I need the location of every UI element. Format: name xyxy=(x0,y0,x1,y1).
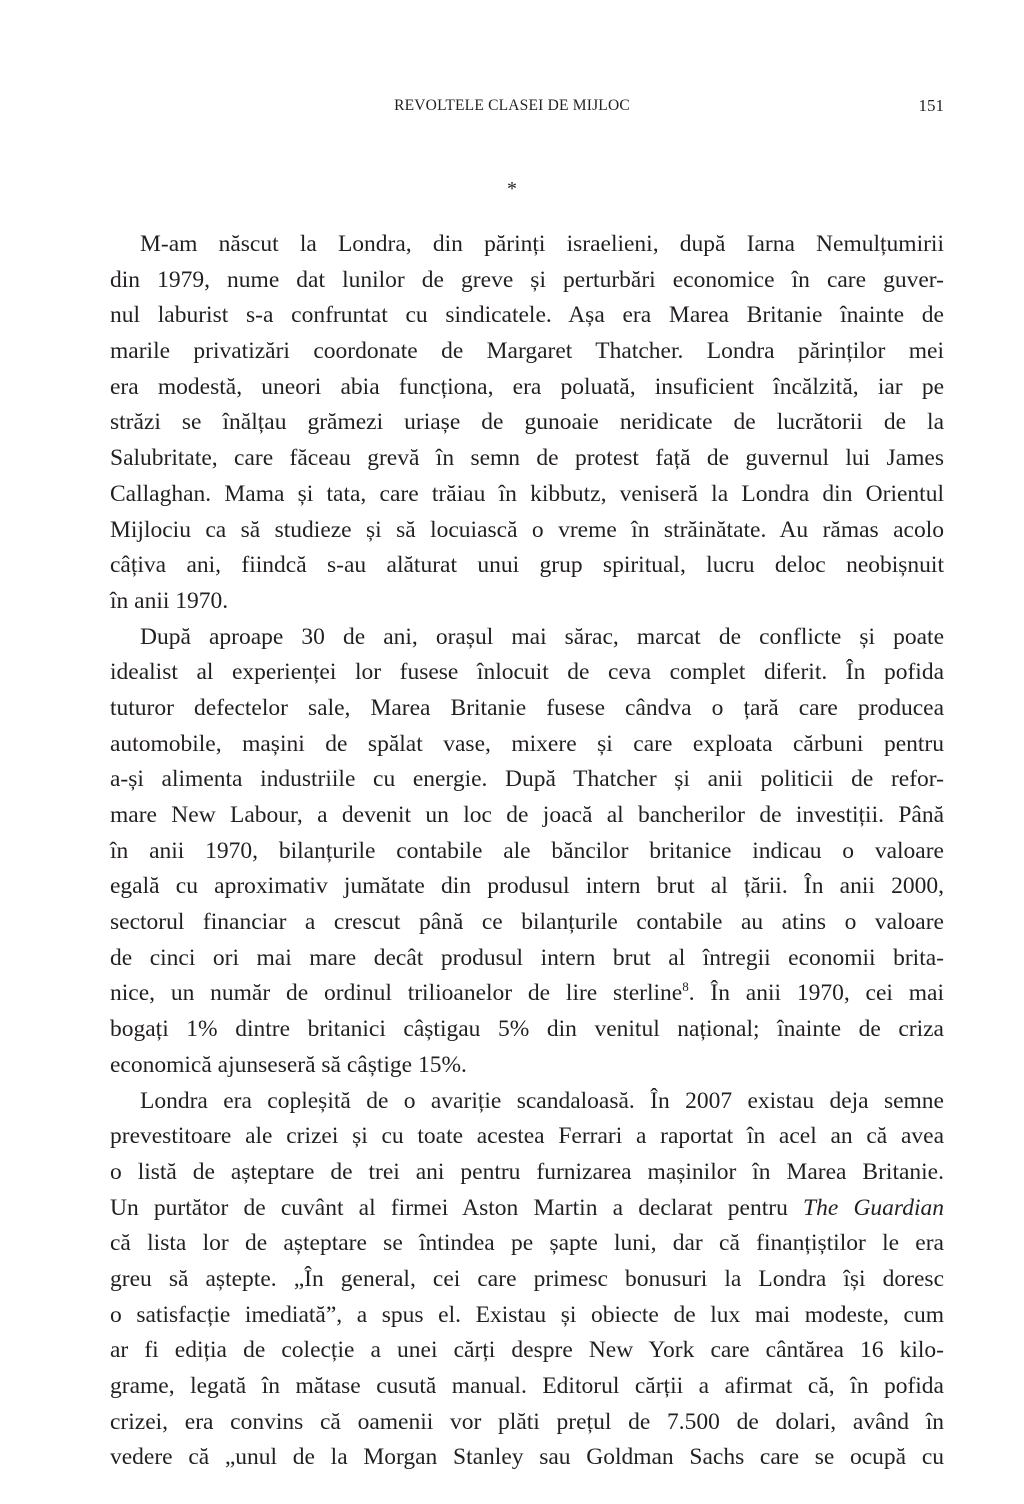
text-line: era modestă, uneori abia funcționa, era poluată, insuficient încălzită, iar pe xyxy=(110,373,944,400)
text-line: crizei, era convins că oamenii vor plăti prețul de 7.500 de dolari, având în xyxy=(110,1408,944,1435)
paragraph xyxy=(110,620,944,1084)
footnote-ref: 8 xyxy=(682,979,689,995)
page-number: 151 xyxy=(918,96,944,115)
italic-title: The Guardian xyxy=(803,1194,944,1221)
text-line: că lista lor de așteptare se întindea pe șapte luni, dar că finanțiștilor le era xyxy=(110,1230,944,1257)
text-line: câțiva ani, fiindcă s-au alăturat unui grup spiritual, lucru deloc neobișnuit xyxy=(110,552,944,579)
text-line: greu să aștepte. „În general, cei care primesc bonusuri la Londra își doresc xyxy=(110,1265,944,1292)
text-line: o listă de așteptare de trei ani pentru furnizarea mașinilor în Marea Britanie. xyxy=(110,1158,944,1185)
text-segment: . În anii 1970, cei mai xyxy=(688,980,944,1007)
text-line: prevestitoare ale crizei și cu toate acestea Ferrari a raportat în acel an că avea xyxy=(110,1123,944,1150)
text-line: Mijlociu ca să studieze și să locuiască o vreme în străinătate. Au rămas acolo xyxy=(110,516,944,543)
text-line: Callaghan. Mama și tata, care trăiau în kibbutz, veniseră la Londra din Orientul xyxy=(110,480,944,507)
text-line: grame, legată în mătase cusută manual. Editorul cărții a afirmat că, în pofida xyxy=(110,1373,944,1399)
text-line: marile privatizări coordonate de Margaret Thatcher. Londra părinților mei xyxy=(110,338,944,365)
text-segment: Un purtător de cuvânt al firmei Aston Martin a declarat pentru xyxy=(110,1194,804,1221)
text-line: ar fi ediția de colecție a unei cărți despre New York care cântărea 16 kilo- xyxy=(110,1337,944,1364)
text-line: bogați 1% dintre britanici câștigau 5% din venitul național; înainte de criza xyxy=(110,1016,944,1043)
running-head: REVOLTELE CLASEI DE MIJLOC xyxy=(394,97,630,114)
text-line: economică ajunseseră să câștige 15%. xyxy=(110,1051,467,1078)
body-text xyxy=(110,227,944,1476)
text-line: automobile, mașini de spălat vase, mixere și care exploata cărbuni pentru xyxy=(110,730,944,757)
text-line: mare New Labour, a devenit un loc de joacă al bancherilor de investiții. Până xyxy=(110,802,944,828)
text-line: tuturor defectelor sale, Marea Britanie fusese cândva o țară care producea xyxy=(110,694,944,721)
text-line: După aproape 30 de ani, orașul mai sărac, marcat de conflicte și poate xyxy=(140,623,944,650)
paragraph xyxy=(110,1084,944,1477)
text-line: o satisfacție imediată”, a spus el. Existau și obiecte de lux mai modeste, cum xyxy=(110,1301,944,1328)
text-line: Londra era copleșită de o avariție scandaloasă. În 2007 existau deja semne xyxy=(140,1087,944,1114)
text-line: nul laburist s-a confruntat cu sindicatele. Așa era Marea Britanie înainte de xyxy=(110,302,944,329)
paragraph xyxy=(110,227,944,620)
section-break-asterisk: * xyxy=(507,178,517,200)
text-line xyxy=(110,976,944,1012)
text-line: egală cu aproximativ jumătate din produsul intern brut al țării. În anii 2000, xyxy=(110,873,944,900)
text-line xyxy=(110,1191,944,1227)
text-line: M-am născut la Londra, din părinți israelieni, după Iarna Nemulțumirii xyxy=(140,231,944,257)
text-segment: nice, un număr de ordinul trilioanelor de lire sterline xyxy=(110,980,683,1007)
text-line: vedere că „unul de la Morgan Stanley sau Goldman Sachs care se ocupă cu xyxy=(110,1444,944,1471)
text-line: în anii 1970. xyxy=(110,587,229,614)
text-line: din 1979, nume dat lunilor de greve și perturbări economice în care guver- xyxy=(110,266,944,293)
text-line: străzi se înălțau grămezi uriașe de gunoaie neridicate de lucrătorii de la xyxy=(110,409,944,436)
text-line: a-și alimenta industriile cu energie. După Thatcher și anii politicii de refor- xyxy=(110,766,944,793)
text-line: sectorul financiar a crescut până ce bilanțurile contabile au atins o valoare xyxy=(110,909,944,936)
text-line: idealist al experienței lor fusese înlocuit de ceva complet diferit. În pofida xyxy=(110,659,944,686)
text-line: în anii 1970, bilanțurile contabile ale băncilor britanice indicau o valoare xyxy=(110,837,944,864)
text-line: Salubritate, care făceau grevă în semn de protest față de guvernul lui James xyxy=(110,445,944,472)
text-line: de cinci ori mai mare decât produsul intern brut al întregii economii brita- xyxy=(110,944,944,971)
